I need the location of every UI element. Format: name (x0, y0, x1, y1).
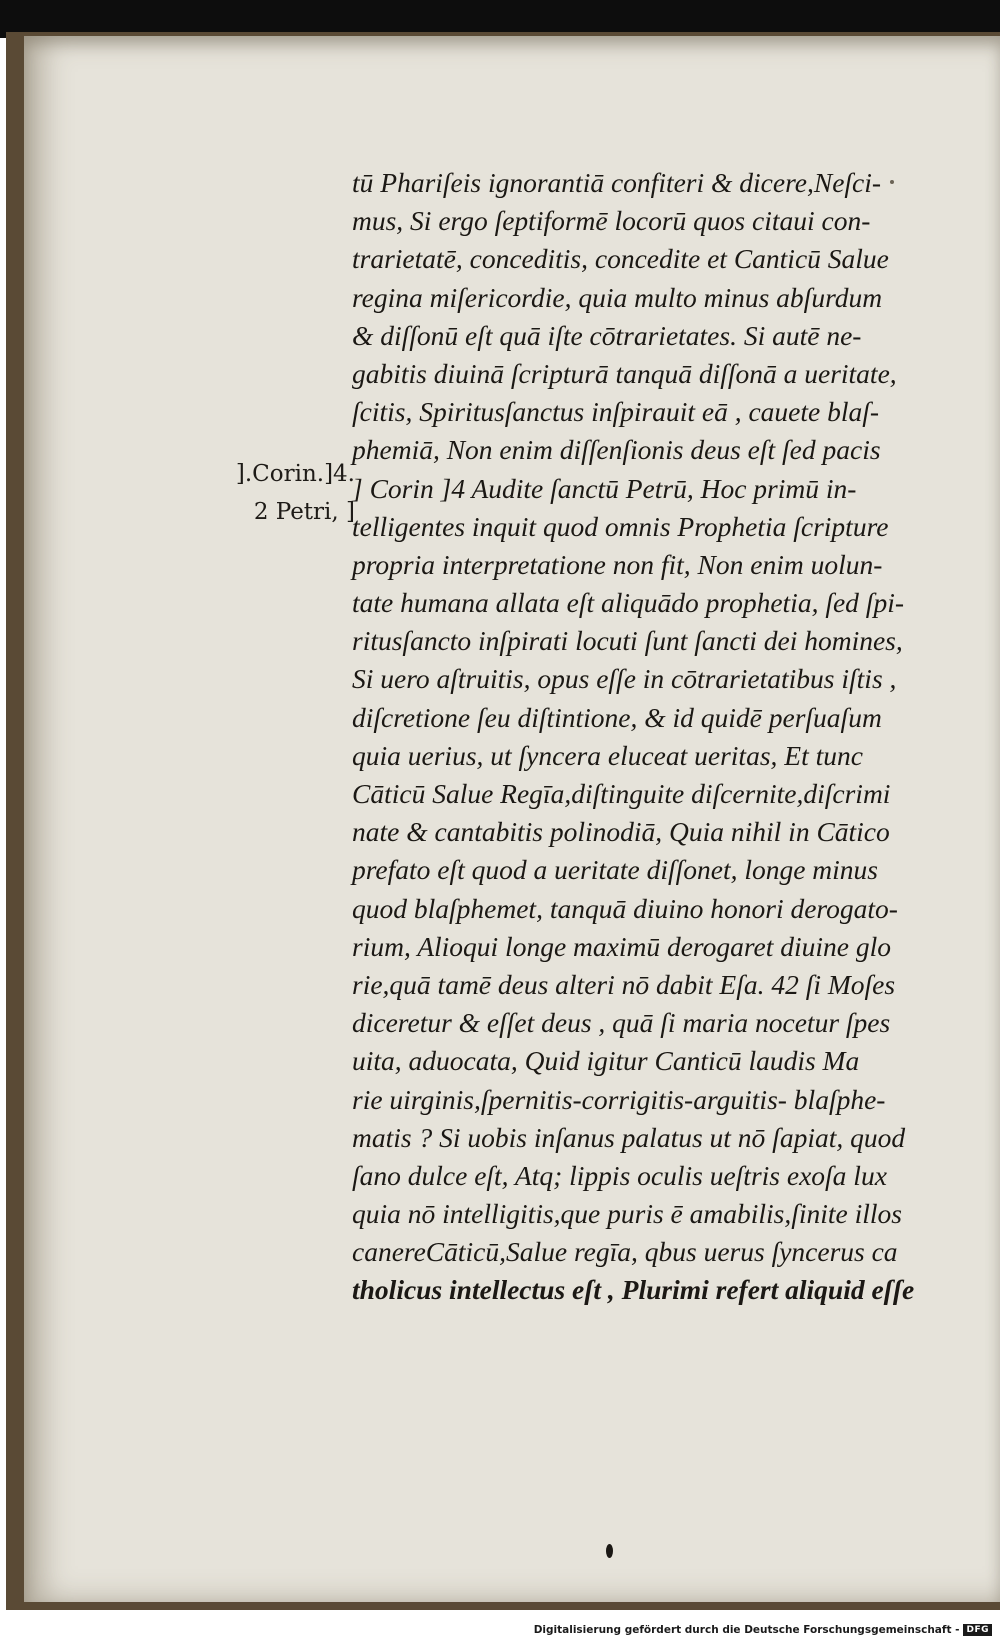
text-line: ſcitis, Spiritusſanctus inſpirauit eā , cauete blaſ- (352, 396, 880, 428)
text-line: ] Corin ]4 Audite ſanctū Petrū, Hoc primū in- (352, 472, 857, 504)
margin-notes (205, 455, 355, 531)
page-body-text (352, 164, 982, 1310)
dfg-logo: DFG (963, 1624, 992, 1636)
text-line: rie,quā tamē deus alteri nō dabit Eſa. 42 ſi Moſes (352, 968, 896, 1000)
text-line: matis ? Si uobis inſanus palatus ut nō ſapiat, quod (352, 1121, 906, 1153)
text-line: rie uirginis,ſpernitis-corrigitis-arguitis- blaſphe- (352, 1083, 886, 1115)
text-line: Si uero aſtruitis, opus eſſe in cōtrarietatibus iſtis , (352, 663, 897, 695)
text-line: diceretur & eſſet deus , quā ſi maria nocetur ſpes (352, 1007, 891, 1039)
text-line: diſcretione ſeu diſtintione, & id quidē perſuaſum (352, 701, 882, 733)
text-line: nate & cantabitis polinodiā, Quia nihil in Cātico (352, 816, 890, 848)
text-line: telligentes inquit quod omnis Prophetia ſcripture (352, 510, 889, 542)
text-line: phemiā, Non enim diſſenſionis deus eſt ſed pacis (352, 434, 881, 466)
text-line: canereCāticū,Salue regīa, qbus uerus ſyncerus ca (352, 1236, 898, 1268)
text-line: Cāticū Salue Regīa,diſtinguite diſcernite,diſcrimi (352, 778, 891, 809)
text-line: mus, Si ergo ſeptiformē locorū quos citaui con- (352, 205, 871, 237)
text-line: tate humana allata eſt aliquādo prophetia, ſed ſpi- (352, 587, 904, 619)
text-line: propria interpretatione non fit, Non enim uolun- (352, 548, 883, 580)
text-line: tholicus intellectus eſt , Plurimi refert aliquid eſſe (352, 1274, 915, 1306)
text-line: quod blaſphemet, tanquā diuino honori derogato- (352, 892, 898, 924)
text-line: & diſſonū eſt quā iſte cōtrarietates. Si autē ne- (352, 319, 862, 351)
margin-note: 2 Petri, ] (253, 499, 355, 525)
text-line: prefato eſt quod a ueritate diſſonet, longe minus (352, 854, 879, 886)
text-line: ritusſancto inſpirati locuti ſunt ſancti dei homines, (352, 625, 903, 657)
text-line: ſano dulce eſt, Atq; lippis oculis ueſtris exoſa lux (352, 1159, 887, 1191)
text-line: regina miſericordie, quia multo minus abſurdum (352, 281, 883, 313)
text-line: tū Phariſeis ignorantiā confiteri & dicere,Neſci- (352, 167, 882, 198)
text-line: rium, Alioqui longe maximū derogaret diuine glo (352, 930, 892, 962)
text-line: gabitis diuinā ſcripturā tanquā diſſonā a ueritate, (352, 357, 897, 389)
digitization-credit (534, 1624, 992, 1636)
margin-note: ].Corin.]4. (235, 461, 355, 487)
credit-text: Digitalisierung gefördert durch die Deutsche Forschungsgemeinschaft - (533, 1624, 960, 1636)
text-line: quia nō intelligitis,que puris ē amabilis,ſinite illos (352, 1198, 902, 1230)
text-line: quia uerius, ut ſyncera eluceat ueritas, Et tunc (352, 739, 863, 771)
text-line: trarietatē, conceditis, concedite et Canticū Salue (352, 243, 889, 275)
ink-mark (606, 1544, 613, 1558)
text-line: uita, aduocata, Quid igitur Canticū laudis Ma (352, 1045, 860, 1077)
